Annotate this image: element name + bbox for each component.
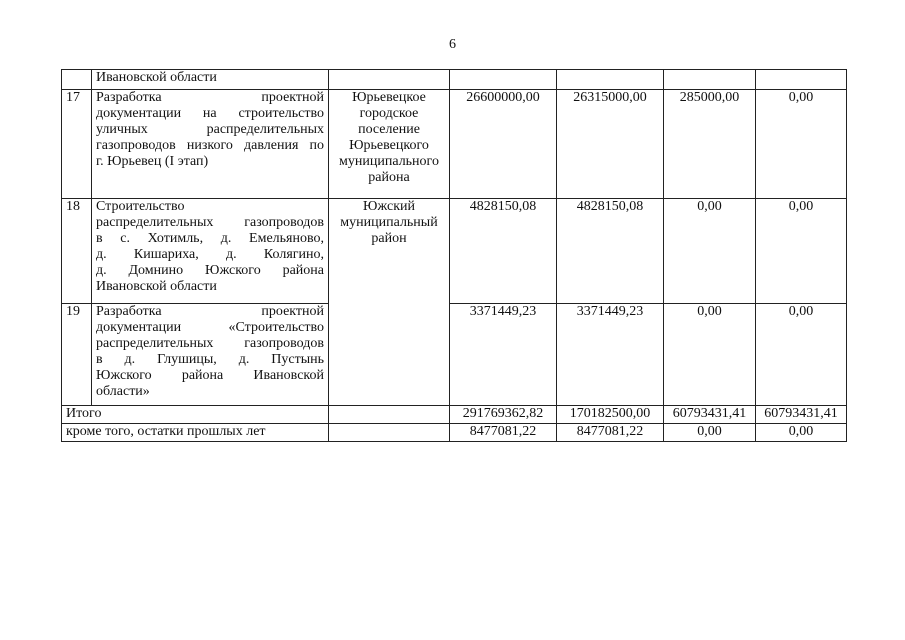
project-name-line: в с. Хотимль, д. Емельяново, [96, 231, 324, 246]
table-row-continuation [62, 70, 847, 90]
amount-cell: 0,00 [664, 424, 756, 442]
recipient-line: Южский [363, 199, 415, 214]
amount-cell: 60793431,41 [756, 406, 847, 424]
amount-cell: 60793431,41 [664, 406, 756, 424]
amount-cell: 26315000,00 [557, 90, 664, 199]
recipient-line: муниципального [339, 154, 439, 169]
recipient-cell [329, 424, 450, 442]
project-name-line: распределительных газопроводов [96, 336, 324, 351]
table-row [62, 304, 847, 406]
remainder-label: кроме того, остатки прошлых лет [62, 424, 329, 442]
amount-cell [557, 70, 664, 90]
table-row-total [62, 406, 847, 424]
amount-cell: 0,00 [756, 199, 847, 304]
amount-cell: 0,00 [756, 90, 847, 199]
amount-cell: 0,00 [756, 424, 847, 442]
project-name-line: области» [96, 384, 150, 399]
project-name-line: д. Домнино Южского района [96, 263, 324, 278]
project-name-line: Ивановской области [96, 279, 217, 294]
recipient-line: муниципальный [340, 215, 438, 230]
amount-cell: 3371449,23 [557, 304, 664, 406]
budget-table [61, 69, 847, 442]
project-name-line: Строительство [96, 199, 185, 214]
row-number-cell: 17 [62, 90, 92, 199]
amount-cell [756, 70, 847, 90]
recipient-cell [329, 90, 450, 199]
amount-cell: 285000,00 [664, 90, 756, 199]
project-name-line: распределительных газопроводов [96, 215, 324, 230]
recipient-line: поселение [358, 122, 420, 137]
table-row [62, 90, 847, 199]
recipient-line: района [368, 170, 410, 185]
page-number: 6 [449, 37, 456, 52]
project-name-cell [92, 90, 329, 199]
amount-cell [450, 70, 557, 90]
project-name-line: д. Кишариха, д. Колягино, [96, 247, 324, 262]
project-name-line: Разработка проектной [96, 90, 324, 105]
amount-cell: 4828150,08 [557, 199, 664, 304]
project-name-line: Ивановской области [96, 70, 217, 85]
recipient-cell [329, 406, 450, 424]
recipient-line: район [371, 231, 407, 246]
project-name-line: в д. Глушицы, д. Пустынь [96, 352, 324, 367]
table-row-remainder [62, 424, 847, 442]
amount-cell: 8477081,22 [450, 424, 557, 442]
amount-cell: 291769362,82 [450, 406, 557, 424]
total-label: Итого [62, 406, 329, 424]
project-name-line: документации «Строительство [96, 320, 324, 335]
amount-cell: 0,00 [664, 199, 756, 304]
recipient-line: Юрьевецкое [352, 90, 426, 105]
project-name-line: Южского района Ивановской [96, 368, 324, 383]
row-number-cell [62, 70, 92, 90]
table-row [62, 199, 847, 304]
project-name-cell [92, 70, 329, 90]
row-number-cell: 19 [62, 304, 92, 406]
project-name-line: документации на строительство [96, 106, 324, 121]
amount-cell: 3371449,23 [450, 304, 557, 406]
project-name-line: Разработка проектной [96, 304, 324, 319]
amount-cell: 8477081,22 [557, 424, 664, 442]
project-name-cell [92, 199, 329, 304]
amount-cell: 0,00 [756, 304, 847, 406]
recipient-line: Юрьевецкого [349, 138, 429, 153]
row-number-cell: 18 [62, 199, 92, 304]
amount-cell: 170182500,00 [557, 406, 664, 424]
amount-cell: 4828150,08 [450, 199, 557, 304]
amount-cell: 26600000,00 [450, 90, 557, 199]
project-name-line: г. Юрьевец (I этап) [96, 154, 209, 169]
recipient-line: городское [359, 106, 419, 121]
project-name-cell [92, 304, 329, 406]
project-name-line: газопроводов низкого давления по [96, 138, 324, 153]
project-name-line: уличных распределительных [96, 122, 324, 137]
recipient-cell [329, 199, 450, 406]
amount-cell [664, 70, 756, 90]
recipient-cell [329, 70, 450, 90]
amount-cell: 0,00 [664, 304, 756, 406]
